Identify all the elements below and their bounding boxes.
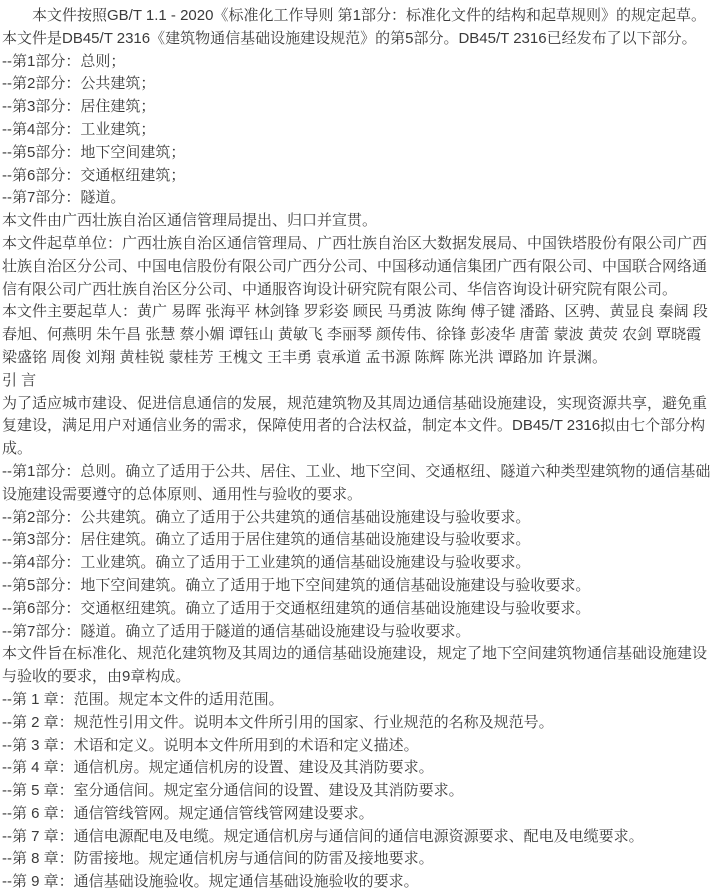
- paragraph: --第 1 章：范围。规定本文件的适用范围。: [2, 690, 284, 708]
- paragraph: --第 8 章：防雷接地。规定通信机房与通信间的防雷及接地要求。: [2, 850, 434, 868]
- paragraph: --第7部分：隧道。: [2, 189, 126, 207]
- paragraph: --第6部分：交通枢纽建筑；: [2, 166, 186, 184]
- paragraph: --第 2 章：规范性引用文件。说明本文件所引用的国家、行业规范的名称及规范号。: [2, 713, 554, 731]
- paragraph: --第7部分：隧道。确立了适用于隧道的通信基础设施建设与验收要求。: [2, 622, 471, 640]
- paragraph: --第 3 章：术语和定义。说明本文件所用到的术语和定义描述。: [2, 736, 419, 754]
- paragraph: --第6部分：交通枢纽建筑。确立了适用于交通枢纽建筑的通信基础设施建设与验收要求。: [2, 599, 591, 617]
- paragraph: 本文件是DB45/T 2316《建筑物通信基础设施建设规范》的第5部分。DB45/T 2316已经发布了以下部分。: [2, 29, 697, 47]
- paragraph: --第1部分：总则。确立了适用于公共、居住、工业、地下空间、交通枢纽、隧道六种类型建筑物的通信基础设施建设需要遵守的总体原则、通用性与验收的要求。: [2, 462, 711, 503]
- paragraph: 本文件按照GB/T 1.1 - 2020《标准化工作导则 第1部分：标准化文件的结构和起草规则》的规定起草。: [32, 7, 706, 24]
- paragraph: --第 5 章：室分通信间。规定室分通信间的设置、建设及其消防要求。: [2, 782, 464, 800]
- paragraph: 本文件起草单位：广西壮族自治区通信管理局、广西壮族自治区大数据发展局、中国铁塔股份有限公司广西壮族自治区分公司、中国电信股份有限公司广西分公司、中国移动通信集团广西有限公司、中国联合网络通信有限公司广西壮族自治区分公司、中通服咨询设计研究院有限公司、华信咨询设计研究院有限公司。: [2, 234, 708, 298]
- paragraph: --第 7 章：通信电源配电及电缆。规定通信机房与通信间的通信电源资源要求、配电及电缆要求。: [2, 827, 644, 845]
- paragraph: --第2部分：公共建筑；: [2, 75, 156, 93]
- paragraph: 本文件由广西壮族自治区通信管理局提出、归口并宣贯。: [2, 212, 378, 230]
- paragraph: 为了适应城市建设、促进信息通信的发展，规范建筑物及其周边通信基础设施建设，实现资源共享，避免重复建设，满足用户对通信业务的需求，保障使用者的合法权益，制定本文件。DB45/T 2316拟由七个部分构成。: [2, 394, 708, 458]
- paragraph: --第3部分：居住建筑；: [2, 98, 156, 116]
- paragraph: --第 4 章：通信机房。规定通信机房的设置、建设及其消防要求。: [2, 759, 434, 777]
- paragraph: --第 9 章：通信基础设施验收。规定通信基础设施验收的要求。: [2, 873, 419, 891]
- paragraph: --第4部分：工业建筑。确立了适用于工业建筑的通信基础设施建设与验收要求。: [2, 554, 531, 572]
- paragraph: --第3部分：居住建筑。确立了适用于居住建筑的通信基础设施建设与验收要求。: [2, 531, 531, 549]
- paragraph: 本文件旨在标准化、规范化建筑物及其周边的通信基础设施建设，规定了地下空间建筑物通信基础设施建设与验收的要求，由9章构成。: [2, 645, 708, 686]
- paragraph: 引 言: [2, 371, 37, 389]
- paragraph: --第 6 章：通信管线管网。规定通信管线管网建设要求。: [2, 804, 374, 822]
- paragraph: --第4部分：工业建筑；: [2, 120, 156, 138]
- paragraph: --第5部分：地下空间建筑；: [2, 143, 186, 161]
- paragraph: --第1部分：总则；: [2, 52, 126, 70]
- paragraph: --第5部分：地下空间建筑。确立了适用于地下空间建筑的通信基础设施建设与验收要求。: [2, 576, 591, 594]
- paragraph: 本文件主要起草人：黄广 易晖 张海平 林剑锋 罗彩姿 顾民 马勇波 陈绚 傅子键 潘路、区骋、黄显良 秦阔 段春旭、何燕明 朱午昌 张慧 蔡小媚 谭钰山 黄敏飞 李丽琴 颜传伟、徐锋 彭凌华 唐蕾 蒙波 黄荧 农剑 覃晓霞 梁盛铭 周俊 刘翔 黄桂锐 蒙桂芳 王槐文 王丰勇 袁承道 孟书源 陈辉 陈光洪 谭路加 许景渊。: [2, 303, 708, 366]
- paragraph: --第2部分：公共建筑。确立了适用于公共建筑的通信基础设施建设与验收要求。: [2, 508, 531, 526]
- document-body: [2, 5, 716, 894]
